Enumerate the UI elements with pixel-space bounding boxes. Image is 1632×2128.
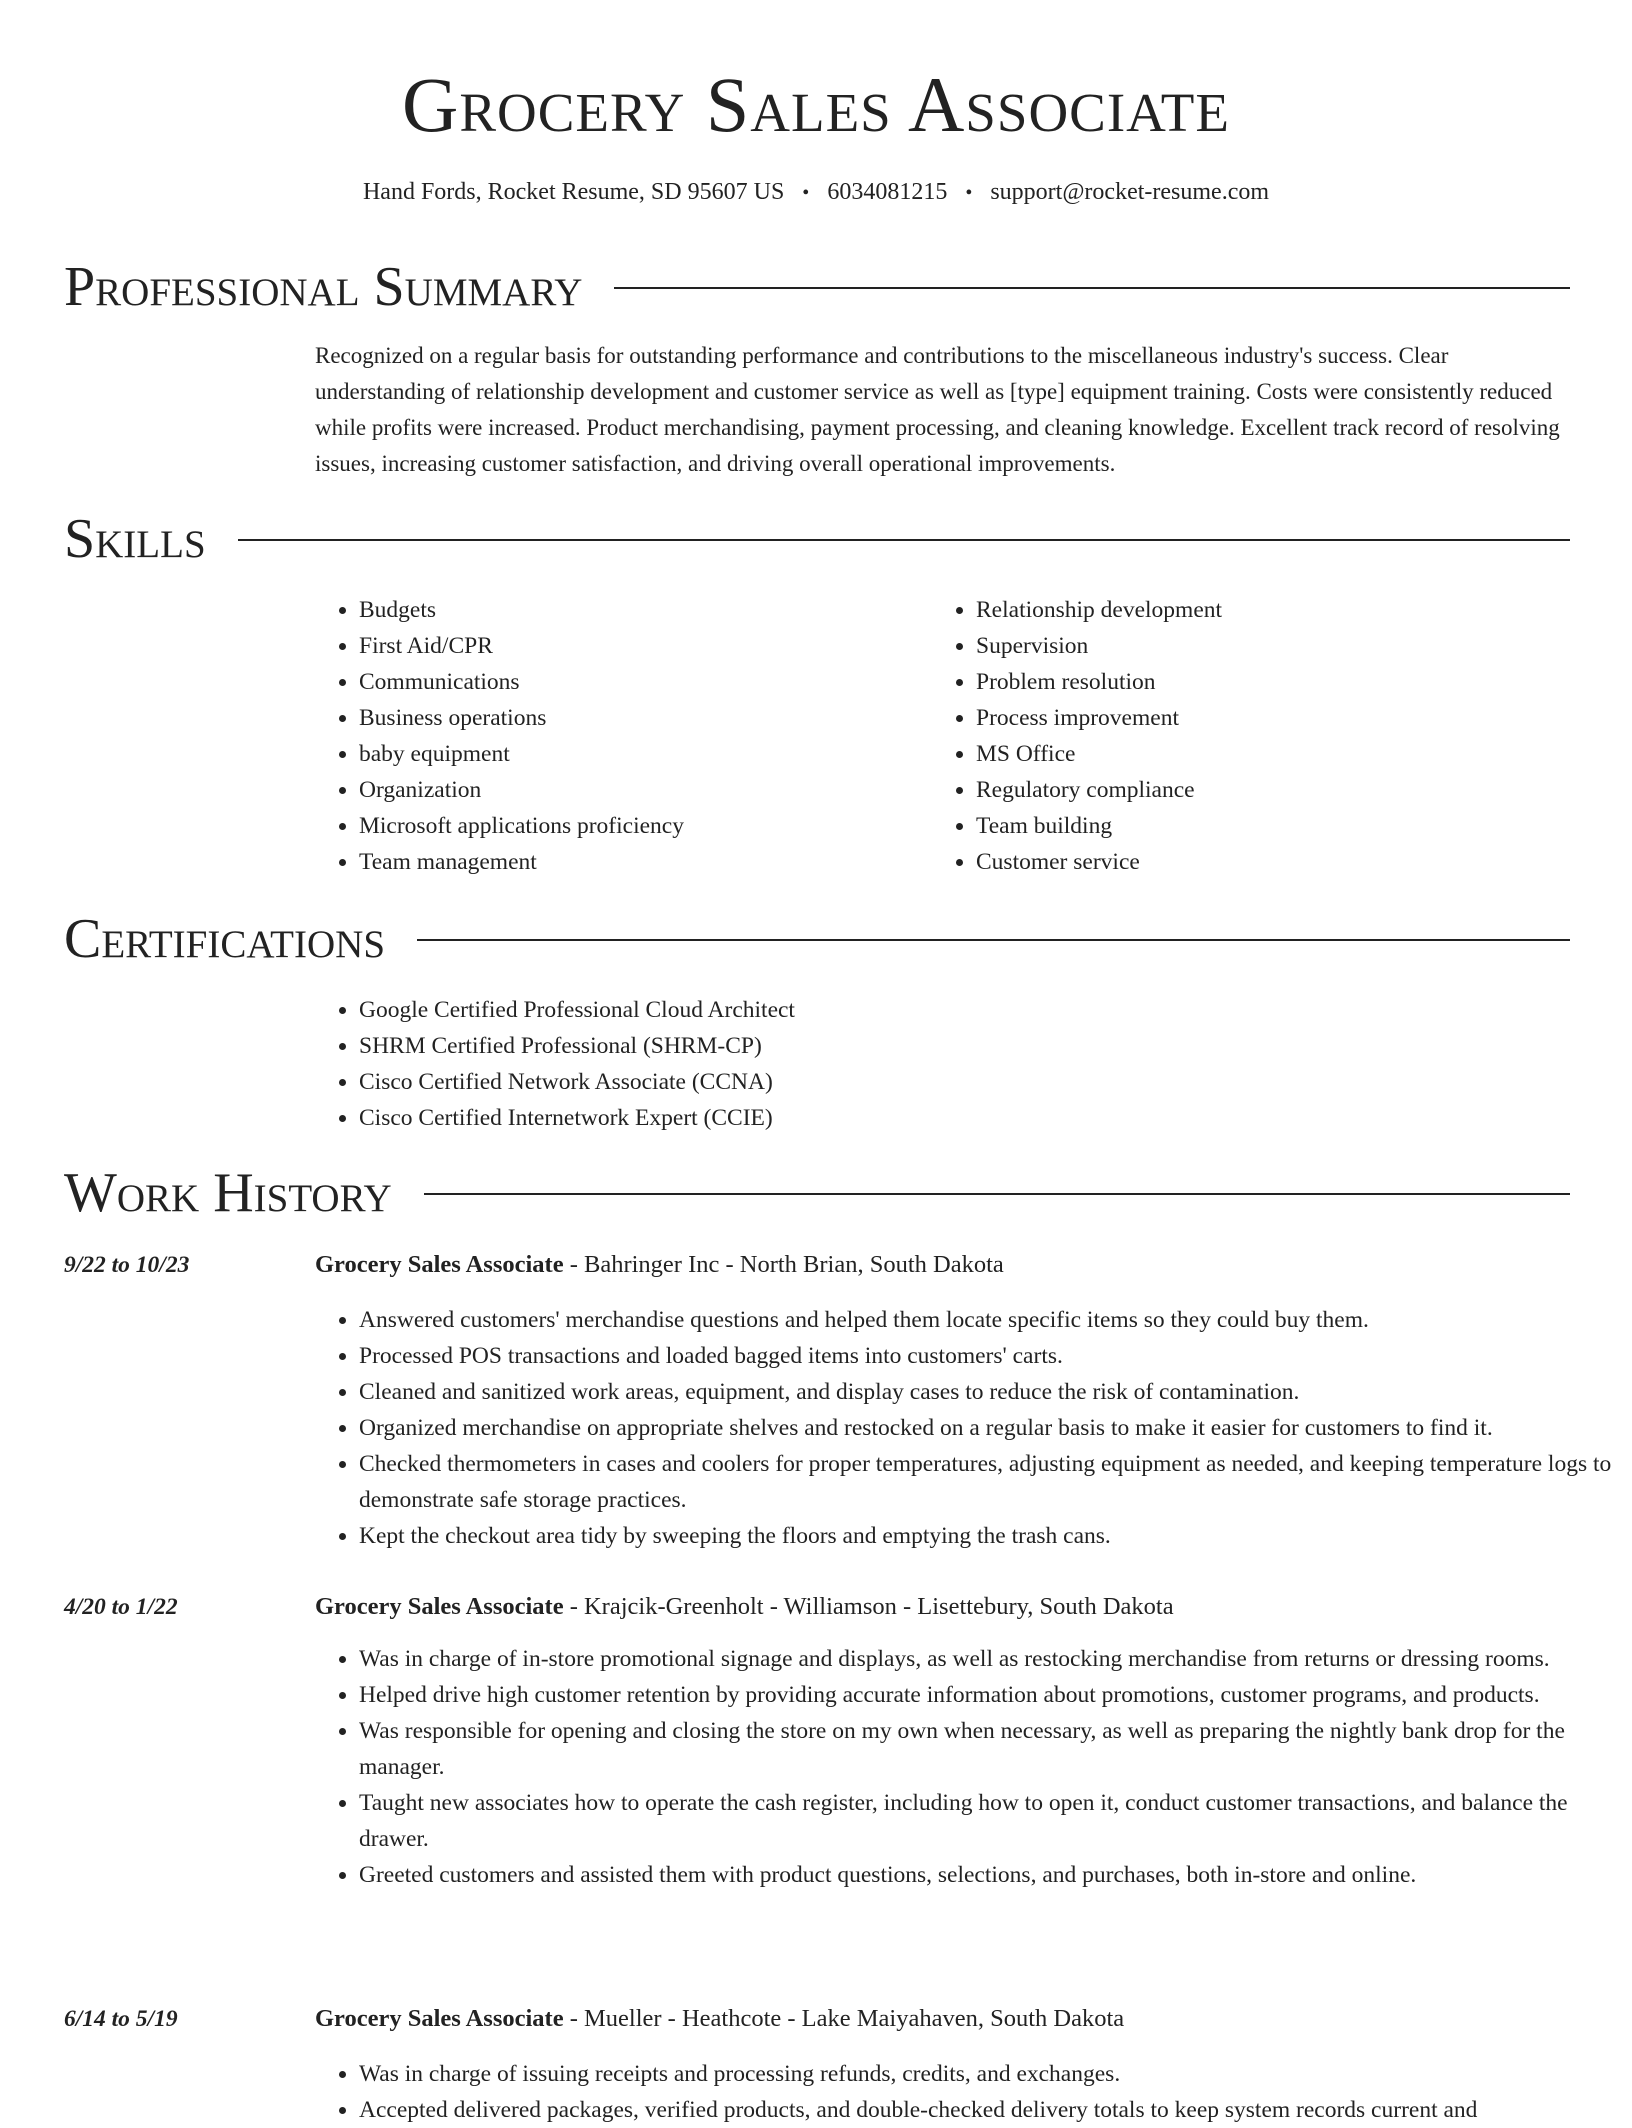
skills-section-header (64, 508, 1570, 570)
job-title: Grocery Sales Associate (315, 2005, 564, 2032)
job-employer: - Mueller - Heathcote - Lake Maiyahaven, South Dakota (563, 2005, 1125, 2032)
job-bullet: • Was in charge of in-store promotional signage and displays, as well as restocking merchandise from returns or dressing rooms. (359, 1641, 1621, 1677)
skill-item: • Problem resolution (976, 664, 1576, 700)
skill-item: • Team management (359, 844, 939, 880)
candidate-name: Grocery Sales Associate (402, 61, 1230, 148)
skills-heading: Skills (64, 508, 206, 570)
skill-item: • Customer service (976, 844, 1576, 880)
section-divider (614, 287, 1570, 289)
skill-item: • First Aid/CPR (359, 628, 939, 664)
job-dates: 6/14 to 5/19 (64, 2006, 178, 2032)
summary-text: Recognized on a regular basis for outstanding performance and contributions to the miscellaneous industry's success. Clear understanding of relationship development and customer service as well as [type] equipment training. Costs were consistently reduced while profits were increased. Product merchandising, payment processing, and cleaning knowledge. Excellent track record of resolving issues, increasing customer satisfaction, and driving overall operational improvements. (315, 343, 1560, 476)
job-bullet: • Cleaned and sanitized work areas, equipment, and display cases to reduce the risk of contamination. (359, 1374, 1621, 1410)
phone: 6034081215 (827, 179, 948, 205)
skill-item: • Process improvement (976, 700, 1576, 736)
skill-item: • Microsoft applications proficiency (359, 808, 939, 844)
contact-separator: • (965, 182, 973, 204)
job-bullet: • Helped drive high customer retention by providing accurate information about promotions, customer programs, and products. (359, 1677, 1621, 1713)
skill-item: • Business operations (359, 700, 939, 736)
job-dates: 4/20 to 1/22 (64, 1594, 178, 1620)
section-divider (238, 539, 1570, 541)
work-history-heading: Work History (64, 1162, 392, 1224)
skill-item: • Relationship development (976, 592, 1576, 628)
email: support@rocket-resume.com (990, 179, 1270, 205)
job-bullet: • Checked thermometers in cases and coolers for proper temperatures, adjusting equipment as needed, and keeping temperature logs to demonstrate safe storage practices. (359, 1446, 1621, 1518)
job-bullet: • Kept the checkout area tidy by sweeping the floors and emptying the trash cans. (359, 1518, 1621, 1554)
skills-list-right (932, 592, 1576, 880)
address: Hand Fords, Rocket Resume, SD 95607 US (362, 179, 785, 205)
job-title: Grocery Sales Associate (315, 1593, 564, 1620)
skill-item: • Regulatory compliance (976, 772, 1576, 808)
certification-item: • Google Certified Professional Cloud Architect (359, 992, 1559, 1028)
job-bullet: • Was in charge of issuing receipts and processing refunds, credits, and exchanges. (359, 2056, 1621, 2092)
skill-item: • Budgets (359, 592, 939, 628)
skill-item: • Communications (359, 664, 939, 700)
contact-line (0, 175, 1632, 210)
job-bullet: • Answered customers' merchandise questions and helped them locate specific items so they could buy them. (359, 1302, 1621, 1338)
job-employer: - Bahringer Inc - North Brian, South Dakota (563, 1251, 1004, 1278)
skill-item: • baby equipment (359, 736, 939, 772)
summary-heading: Professional Summary (64, 256, 583, 318)
certifications-heading: Certifications (64, 908, 386, 970)
section-divider (417, 939, 1570, 941)
job-bullet: • Taught new associates how to operate the cash register, including how to open it, conduct customer transactions, and balance the drawer. (359, 1785, 1621, 1857)
skill-item: • Team building (976, 808, 1576, 844)
job-employer: - Krajcik-Greenholt - Williamson - Lisettebury, South Dakota (563, 1593, 1174, 1620)
summary-section-header (64, 256, 1570, 318)
skills-list-left (315, 592, 939, 880)
contact-separator: • (802, 182, 810, 204)
job-bullet: • Greeted customers and assisted them with product questions, selections, and purchases, both in-store and online. (359, 1857, 1621, 1893)
job-heading (315, 2001, 1124, 2037)
job-title: Grocery Sales Associate (315, 1251, 564, 1278)
job-heading (315, 1247, 1004, 1283)
job-bullets (315, 2056, 1621, 2128)
certification-item: • SHRM Certified Professional (SHRM-CP) (359, 1028, 1559, 1064)
job-bullet: • Organized merchandise on appropriate shelves and restocked on a regular basis to make it easier for customers to find it. (359, 1410, 1621, 1446)
job-bullet: • Processed POS transactions and loaded bagged items into customers' carts. (359, 1338, 1621, 1374)
section-divider (424, 1193, 1570, 1195)
certifications-section-header (64, 908, 1570, 970)
job-bullet: • Was responsible for opening and closing the store on my own when necessary, as well as preparing the nightly bank drop for the manager. (359, 1713, 1621, 1785)
job-dates: 9/22 to 10/23 (64, 1252, 190, 1278)
job-bullets (315, 1641, 1621, 1893)
work-history-section-header (64, 1162, 1570, 1224)
job-bullets (315, 1302, 1621, 1554)
skill-item: • Supervision (976, 628, 1576, 664)
certification-item: • Cisco Certified Network Associate (CCNA) (359, 1064, 1559, 1100)
certification-item: • Cisco Certified Internetwork Expert (CCIE) (359, 1100, 1559, 1136)
skill-item: • Organization (359, 772, 939, 808)
skill-item: • MS Office (976, 736, 1576, 772)
job-bullet: • Accepted delivered packages, verified products, and double-checked delivery totals to keep system records current and (359, 2092, 1621, 2128)
job-heading (315, 1589, 1174, 1625)
certifications-list (315, 992, 1559, 1136)
